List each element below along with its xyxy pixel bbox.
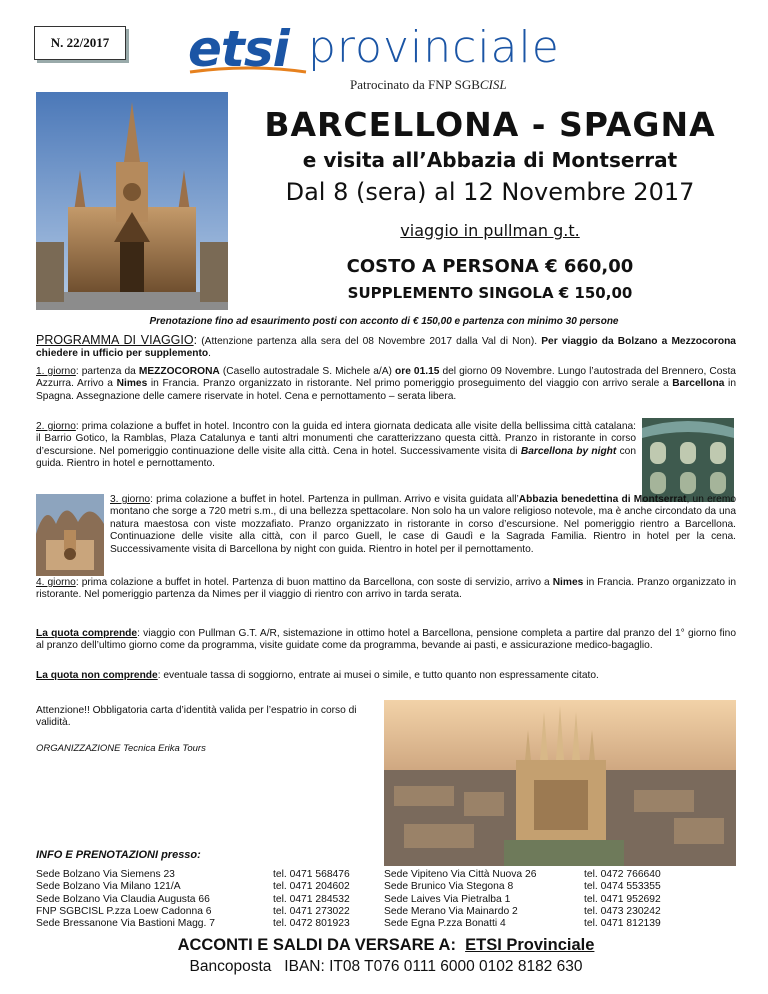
- office-name: FNP SGBCISL P.zza Loew Cadonna 6: [36, 905, 212, 917]
- office-name: Sede Brunico Via Stegona 8: [384, 881, 514, 893]
- office-tel: tel. 0474 553355: [584, 881, 661, 893]
- montserrat-image: [36, 494, 104, 576]
- office-tel: tel. 0471 204602: [273, 881, 350, 893]
- office-tel: tel. 0472 801923: [273, 918, 350, 930]
- office-tel: tel. 0471 284532: [273, 893, 350, 905]
- patronage: Patrocinato da FNP SGBCISL: [350, 77, 507, 92]
- day1-paragraph: 1. giorno: partenza da MEZZOCORONA (Casello autostradale S. Michele a/A) ore 01.15 del giorno 09 Novembre. Lungo l’autostrada del Brennero, Costa Azzurra. Arrivo a Nimes in Francia. Pranzo organizzato in ristorante. Nel primo pomeriggio proseguimento del viaggio con arrivo serale a Barcellona in Spagna. Assegnazione delle camere riservate in hotel. Cena e pernottamento – serata libera.: [36, 366, 736, 402]
- payment-heading: ACCONTI E SALDI DA VERSARE A: ETSI Provinciale: [177, 936, 595, 954]
- etsi-logo: [188, 18, 560, 78]
- day2-paragraph: 2. giorno: prima colazione a buffet in hotel. Incontro con la guida ed intera giornata dedicata alle visite della bellissima città catalana: il Barrio Gotico, la Ramblas, Plaza Catalunya e tanti altri monumenti che caratterizzano questa città. Pranzo in ristorante in corso d’escursione. Nel pomeriggio continuazione delle visite alla città. Cena in hotel. Successivamente visita di Barcellona by night con guida. Rientro in hotel e pernottamento.: [36, 421, 636, 470]
- office-name: Sede Bolzano Via Siemens 23: [36, 869, 175, 880]
- booking-note: Prenotazione fino ad esaurimento posti con acconto di € 150,00 e partenza con minimo 30 persone: [149, 316, 619, 327]
- office-tel: tel. 0472 766640: [584, 869, 661, 880]
- day3-paragraph: 3. giorno: prima colazione a buffet in hotel. Partenza in pullman. Arrivo e visita guidata all’Abbazia benedettina di Montserrat, un eremo montano che sorge a 720 metri s.m., di una bellezza spettacolare. Non solo ha un valore religioso notevole, ma è anche circondato da una natura maestosa con viste mozzafiato. Pranzo organizzato in ristorante in corso d’escursione. Nel pomeriggio rientro a Barcellona. Continuazione delle visite alla città, con il parco Guell, le case di Gaudì e la Sagrada Familia. Rientro in hotel per la cena. Successivamente visita di Barcellona by night con guida. Rientro in hotel per il pernottamento.: [110, 494, 736, 555]
- office-name: Sede Laives Via Pietralba 1: [384, 893, 511, 905]
- programme-heading: PROGRAMMA DI VIAGGIO: [36, 333, 194, 347]
- quota-includes: La quota comprende: viaggio con Pullman G.T. A/R, sistemazione in ottimo hotel a Barcellona, pensione completa a partire dal pranzo del 1° giorno fino al pranzo dell’ultimo giorno come da programma, visite guidate come da programma, bevande ai pasti, e assicurazione medico-bagaglio.: [36, 628, 736, 652]
- attention-note: Attenzione!! Obbligatoria carta d’identità valida per l’espatrio in corso di validità.: [36, 705, 357, 729]
- payment-recipient: ETSI Provinciale: [465, 936, 595, 954]
- programme-note-b: Per viaggio da Bolzano a Mezzocorona chiedere in ufficio per supplemento: [36, 336, 736, 360]
- single-supplement: SUPPLEMENTO SINGOLA € 150,00: [347, 284, 633, 302]
- iban-line: [36, 958, 736, 976]
- office-tel: tel. 0471 812139: [584, 918, 661, 930]
- casa-batllo-image: [642, 418, 734, 502]
- offices-left-names: [36, 869, 276, 930]
- info-heading: INFO E PRENOTAZIONI presso:: [36, 849, 201, 861]
- office-name: Sede Egna P.zza Bonatti 4: [384, 918, 506, 930]
- offices-right-tels: [584, 869, 694, 930]
- logo-swoosh-icon: [188, 66, 308, 76]
- transport-type: viaggio in pullman g.t.: [400, 221, 580, 240]
- quota-excludes: La quota non comprende: eventuale tassa di soggiorno, entrate ai musei o simile, e tutto quanto non espressamente citato.: [36, 670, 599, 681]
- offices-left-tels: [273, 869, 383, 930]
- logo-provinciale-text: provinciale: [308, 22, 560, 73]
- logo-etsi-text: etsi: [188, 20, 289, 78]
- office-tel: tel. 0471 273022: [273, 905, 350, 917]
- cathedral-image: [36, 92, 228, 310]
- programme-note-a: (Attenzione partenza alla sera del 08 Novembre 2017 dalla Val di Non).: [201, 336, 538, 347]
- office-tel: tel. 0473 230242: [584, 905, 661, 917]
- iban-value: IBAN: IT08 T076 0111 6000 0102 8182 630: [284, 958, 583, 975]
- travel-dates: Dal 8 (sera) al 12 Novembre 2017: [285, 178, 695, 206]
- issue-number: N. 22/2017: [34, 26, 126, 60]
- organizer: ORGANIZZAZIONE Tecnica Erika Tours: [36, 743, 206, 754]
- price-per-person: COSTO A PERSONA € 660,00: [346, 256, 634, 277]
- sagrada-familia-image: [384, 700, 736, 866]
- bank-name: Bancoposta: [189, 958, 272, 975]
- office-name: Sede Merano Via Mainardo 2: [384, 905, 518, 917]
- office-name: Sede Bolzano Via Milano 121/A: [36, 881, 181, 893]
- offices-right-names: [384, 869, 584, 930]
- day4-paragraph: 4. giorno: prima colazione a buffet in hotel. Partenza di buon mattino da Barcellona, con soste di servizio, arrivo a Nimes in Francia. Pranzo organizzato in ristorante. Nel pomeriggio partenza da Nimes per il viaggio di rientro con arrivo in tarda serata.: [36, 577, 736, 601]
- office-name: Sede Bolzano Via Claudia Augusta 66: [36, 893, 210, 905]
- programme-heading-block: PROGRAMMA DI VIAGGIO: (Attenzione partenza alla sera del 08 Novembre 2017 dalla Val di Non). Per viaggio da Bolzano a Mezzocorona chiedere in ufficio per supplemento.: [36, 333, 736, 360]
- office-tel: tel. 0471 952692: [584, 893, 661, 905]
- subtitle: e visita all’Abbazia di Montserrat: [302, 148, 678, 172]
- destination-title: BARCELLONA - SPAGNA: [264, 105, 716, 144]
- office-tel: tel. 0471 568476: [273, 869, 350, 880]
- office-name: Sede Vipiteno Via Città Nuova 26: [384, 869, 537, 880]
- office-name: Sede Bressanone Via Bastioni Magg. 7: [36, 918, 215, 930]
